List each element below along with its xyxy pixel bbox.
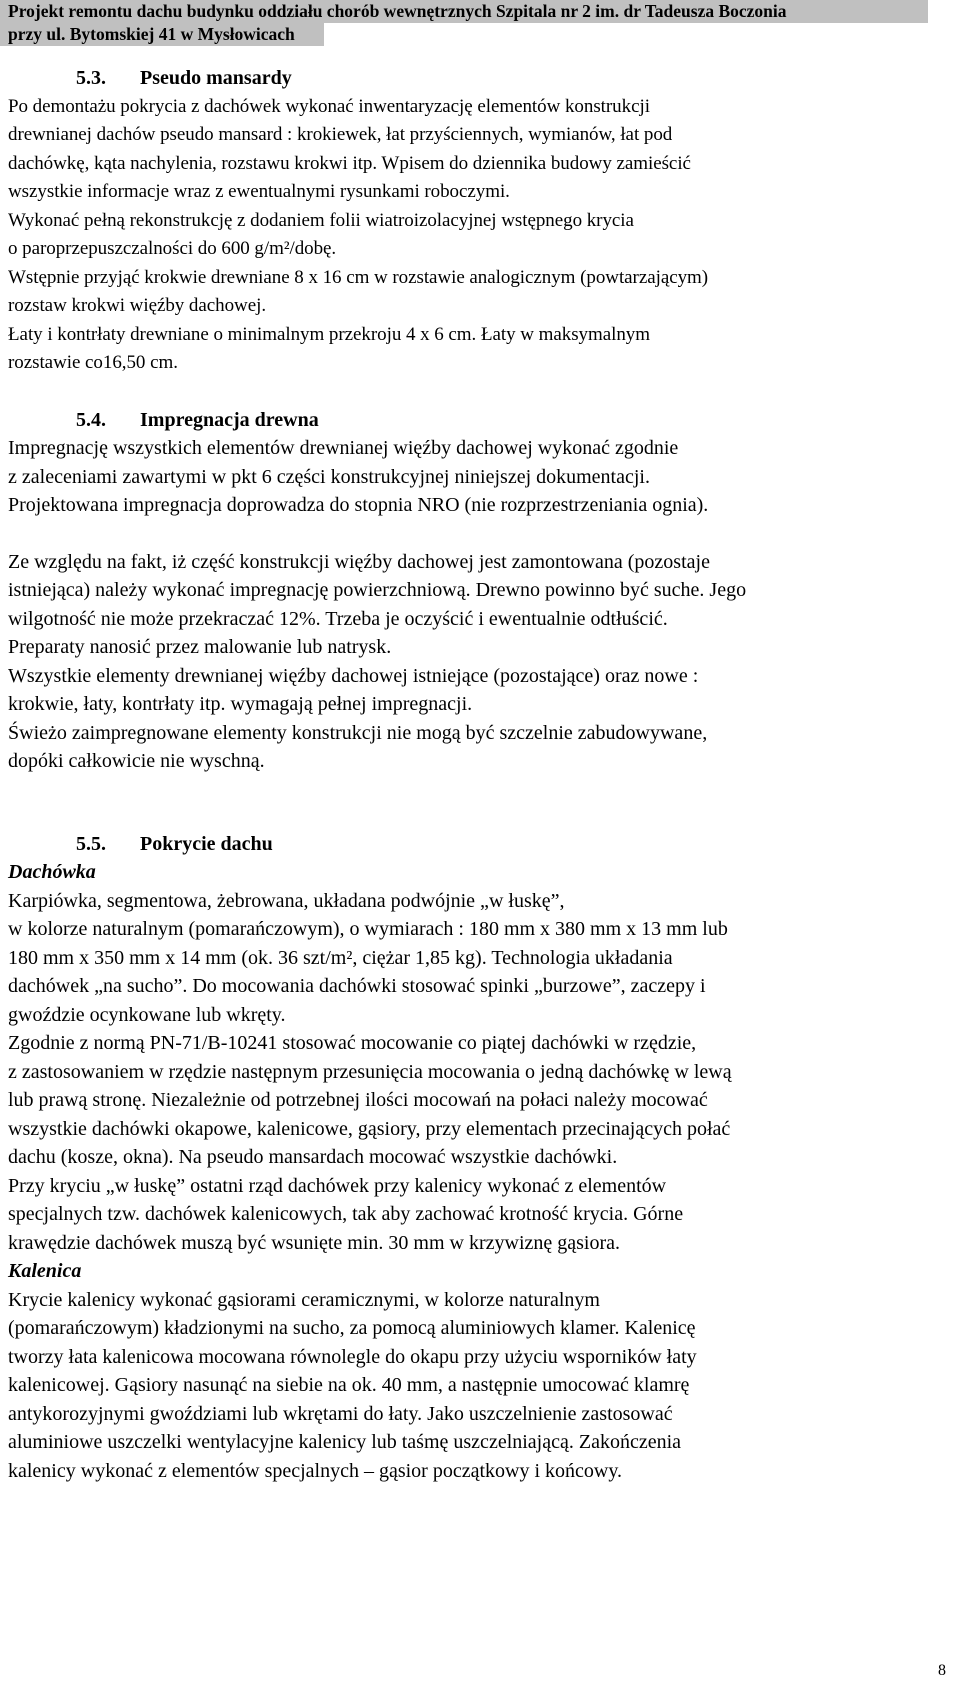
text-line: aluminiowe uszczelki wentylacyjne kalenicy lub taśmę uszczelniającą. Zakończenia: [8, 1431, 682, 1453]
text-line: Łaty i kontrłaty drewniane o minimalnym przekroju 4 x 6 cm. Łaty w maksymalnym: [8, 323, 650, 345]
header-line-1: Projekt remontu dachu budynku oddziału chorób wewnętrznych Szpitala nr 2 im. dr Tadeusza Boczonia: [0, 0, 928, 23]
text-line: tworzy łata kalenicowa mocowana równolegle do okapu przy użyciu wsporników łaty: [8, 1345, 697, 1368]
text-line: lub prawą stronę. Niezależnie od potrzebnej ilości mocowań na połaci należy mocować: [8, 1089, 708, 1111]
section-title: Impregnacja drewna: [140, 408, 319, 431]
page-header: [0, 0, 960, 46]
section-title: Pseudo mansardy: [140, 67, 292, 89]
text-line: Ze względu na fakt, iż część konstrukcji więźby dachowej jest zamontowana (pozostaje: [8, 550, 710, 573]
section-5-4-text: [8, 434, 950, 520]
section-heading-5-4: [8, 406, 950, 435]
section-5-4-text-2: [8, 548, 950, 776]
text-line: Zgodnie z normą PN-71/B-10241 stosować mocowanie co piątej dachówki w rzędzie,: [8, 1032, 697, 1054]
text-line: dopóki całkowicie nie wyschną.: [8, 750, 265, 772]
text-line: Wszystkie elementy drewnianej więźby dachowej istniejące (pozostające) oraz nowe :: [8, 664, 699, 687]
text-line: specjalnych tzw. dachówek kalenicowych, tak aby zachować krotność krycia. Górne: [8, 1203, 684, 1225]
spacer: [8, 520, 950, 548]
text-line: istniejąca) należy wykonać impregnację powierzchniową. Drewno powinno być suche. Jego: [8, 579, 747, 601]
text-line: dachu (kosze, okna). Na pseudo mansardach mocować wszystkie dachówki.: [8, 1146, 618, 1168]
text-line: rozstaw krokwi więźby dachowej.: [8, 295, 267, 316]
subheading-kalenica: Kalenica: [8, 1260, 82, 1282]
text-line: z zastosowaniem w rzędzie następnym przesunięcia mocowania o jedną dachówkę w lewą: [8, 1060, 732, 1083]
text-line: z zaleceniami zawartymi w pkt 6 części konstrukcyjnej niniejszej dokumentacji.: [8, 465, 650, 488]
section-number: 5.5.: [76, 832, 106, 855]
text-line: (pomarańczowym) kładzionymi na sucho, za pomocą aluminiowych klamer. Kalenicę: [8, 1317, 696, 1339]
section-number: 5.3.: [76, 67, 106, 89]
section-title: Pokrycie dachu: [140, 832, 273, 855]
text-line: Wstępnie przyjąć krokwie drewniane 8 x 16 cm w rozstawie analogicznym (powtarzającym): [8, 266, 709, 288]
text-line: kalenicy wykonać z elementów specjalnych – gąsior początkowy i końcowy.: [8, 1459, 623, 1482]
header-line-2: przy ul. Bytomskiej 41 w Mysłowicach: [0, 23, 324, 46]
document-body: [8, 64, 950, 1485]
text-line: kalenicowej. Gąsiory nasunąć na siebie na ok. 40 mm, a następnie umocować klamrę: [8, 1374, 690, 1396]
text-line: antykorozyjnymi gwoździami lub wkrętami do łaty. Jako uszczelnienie zastosować: [8, 1402, 673, 1425]
text-line: Karpiówka, segmentowa, żebrowana, układana podwójnie „w łuskę”,: [8, 889, 565, 912]
text-line: Krycie kalenicy wykonać gąsiorami ceramicznymi, w kolorze naturalnym: [8, 1288, 600, 1311]
subheading-dachowka: Dachówka: [8, 861, 96, 883]
text-line: Świeżo zaimpregnowane elementy konstrukcji nie mogą być szczelnie zabudowywane,: [8, 721, 708, 744]
text-line: 180 mm x 350 mm x 14 mm (ok. 36 szt/m², ciężar 1,85 kg). Technologia układania: [8, 946, 673, 969]
text-line: rozstawie co16,50 cm.: [8, 352, 178, 373]
section-5-5-text-2: [8, 1286, 950, 1486]
spacer: [8, 776, 950, 830]
text-line: Projektowana impregnacja doprowadza do stopnia NRO (nie rozprzestrzeniania ognia).: [8, 494, 709, 516]
text-line: wszystkie dachówki okapowe, kalenicowe, gąsiory, przy elementach przecinających połać: [8, 1117, 731, 1140]
page-number: 8: [938, 1662, 946, 1679]
text-line: Wykonać pełną rekonstrukcję z dodaniem folii wiatroizolacyjnej wstępnego krycia: [8, 209, 634, 231]
text-line: gwoździe ocynkowane lub wkręty.: [8, 1003, 286, 1026]
text-line: krokwie, łaty, kontrłaty itp. wymagają pełnej impregnacji.: [8, 693, 473, 715]
section-heading-5-3: [8, 64, 950, 93]
spacer: [8, 378, 950, 406]
text-line: Impregnację wszystkich elementów drewnianej więźby dachowej wykonać zgodnie: [8, 437, 679, 459]
text-line: Po demontażu pokrycia z dachówek wykonać inwentaryzację elementów konstrukcji: [8, 95, 650, 117]
text-line: wilgotność nie może przekraczać 12%. Trzeba je oczyścić i ewentualnie odtłuścić.: [8, 607, 668, 630]
text-line: o paroprzepuszczalności do 600 g/m²/dobę.: [8, 238, 337, 259]
text-line: drewnianej dachów pseudo mansard : krokiewek, łat przyściennych, wymianów, łat pod: [8, 124, 673, 145]
text-line: dachówek „na sucho”. Do mocowania dachówki stosować spinki „burzowe”, zaczepy i: [8, 975, 706, 997]
text-line: Preparaty nanosić przez malowanie lub natrysk.: [8, 636, 392, 658]
text-line: w kolorze naturalnym (pomarańczowym), o wymiarach : 180 mm x 380 mm x 13 mm lub: [8, 918, 728, 940]
section-5-3-text: [8, 93, 950, 378]
text-line: wszystkie informacje wraz z ewentualnymi rysunkami roboczymi.: [8, 181, 510, 202]
section-5-5-text: [8, 887, 950, 1258]
text-line: Przy kryciu „w łuskę” ostatni rząd dachówek przy kalenicy wykonać z elementów: [8, 1174, 667, 1197]
text-line: dachówkę, kąta nachylenia, rozstawu krokwi itp. Wpisem do dziennika budowy zamieścić: [8, 152, 691, 174]
text-line: krawędzie dachówek muszą być wsunięte min. 30 mm w krzywiznę gąsiora.: [8, 1231, 621, 1254]
section-heading-5-5: [8, 830, 950, 859]
section-number: 5.4.: [76, 408, 106, 431]
